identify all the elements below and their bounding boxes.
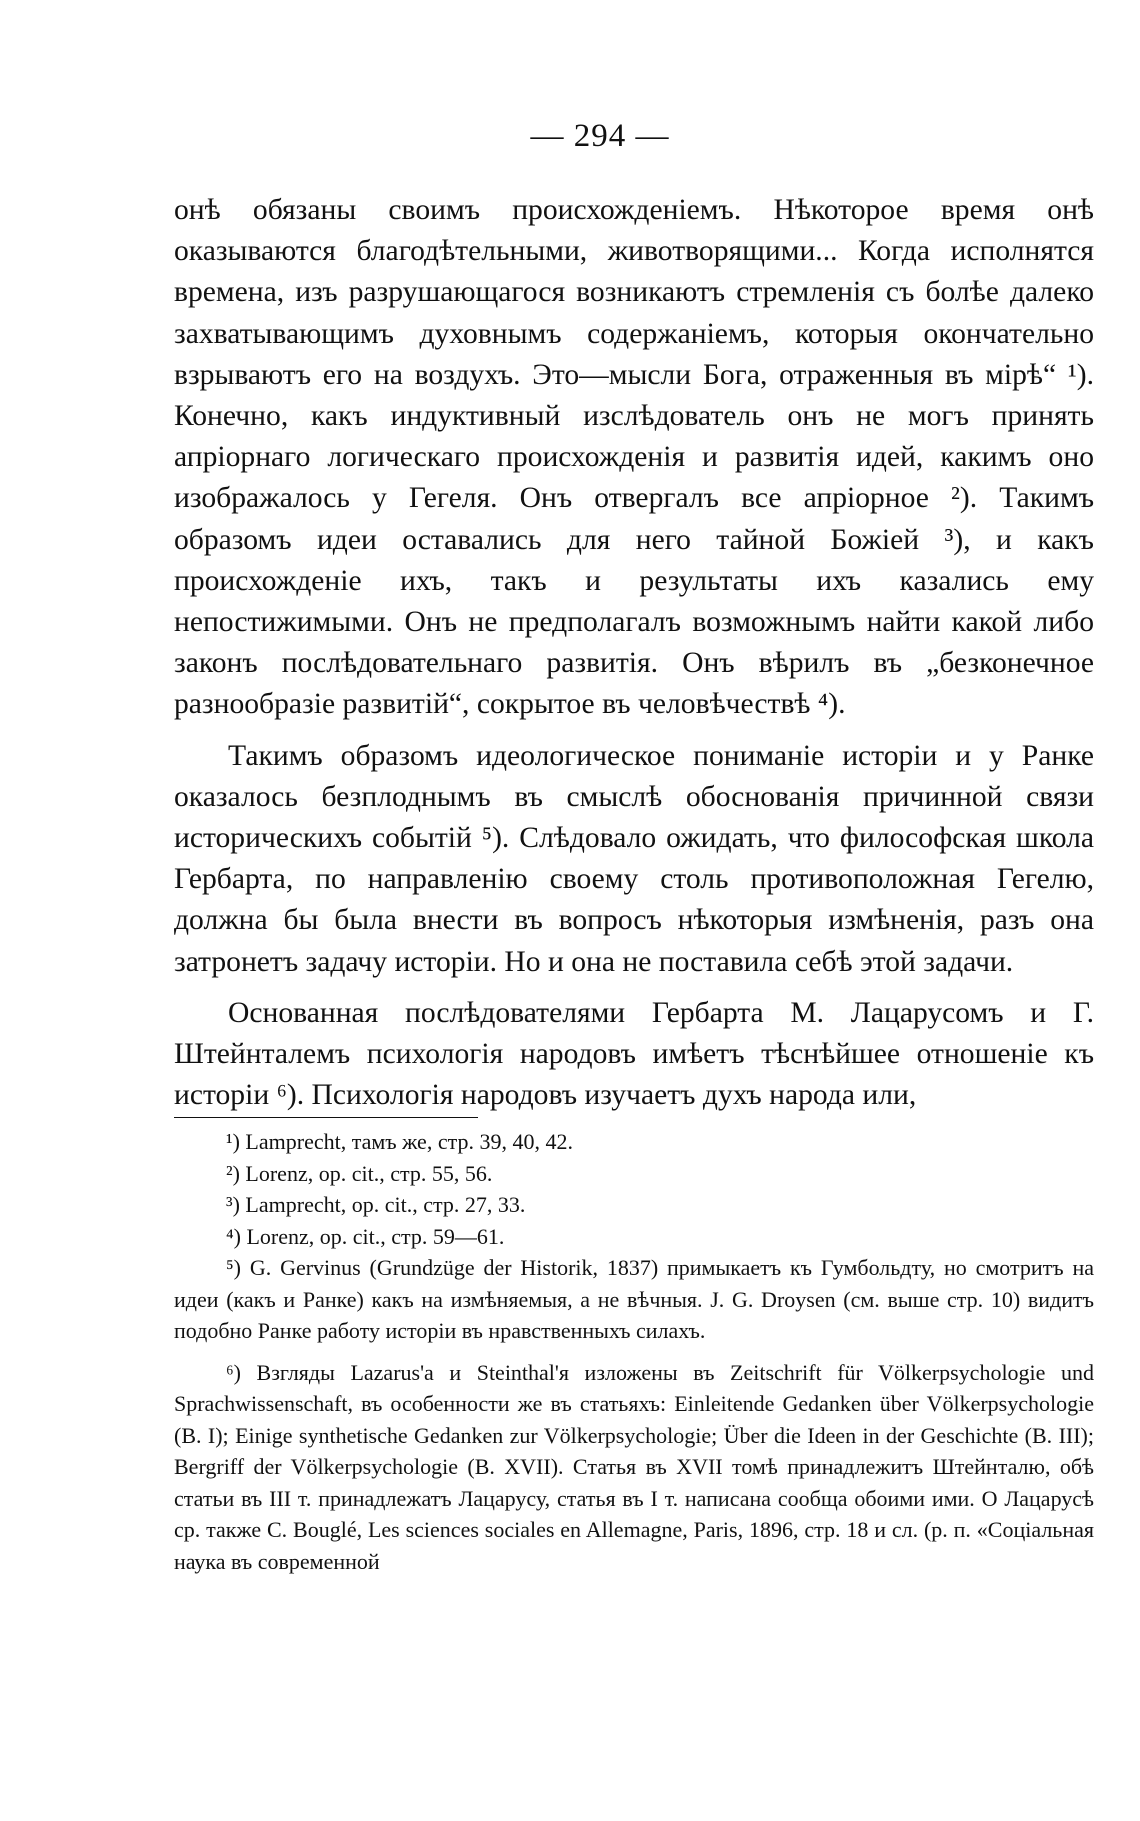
paragraph-1: онѣ обязаны своимъ происхожденіемъ. Нѣкоторое время онѣ оказываются благодѣтельными, животворящими... Когда исполнятся времена, изъ разрушающагося возникаютъ стремленія съ болѣе далеко захватывающимъ духовнымъ содержаніемъ, которыя окончательно взрываютъ его на воздухъ. Это—мысли Бога, отраженныя въ мірѣ“ ¹). Конечно, какъ индуктивный изслѣдователь онъ не могъ принять апріорнаго логическаго происхожденія и развитія идей, какимъ оно изображалось у Гегеля. Онъ отвергалъ все апріорное ²). Такимъ образомъ идеи оставались для него тайной Божіей ³), и какъ происхожденіе ихъ, такъ и результаты ихъ казались ему непостижимыми. Онъ не предполагалъ возможнымъ найти какой либо законъ послѣдовательнаго развитія. Онъ вѣрилъ въ „безконечное разнообразіе развитій“, сокрытое въ человѣчествѣ ⁴). xyxy=(174,194,1094,721)
paragraph-2: Такимъ образомъ идеологическое пониманіе исторіи и у Ранке оказалось безплоднымъ въ смыслѣ обоснованія причинной связи историческихъ событій ⁵). Слѣдовало ожидать, что философская школа Гербарта, по направленію своему столь противоположная Гегелю, должна бы была внести въ вопросъ нѣкоторыя измѣненія, разъ она затронетъ задачу исторіи. Но и она не поставила себѣ этой задачи. xyxy=(174,739,1094,978)
footnote-4: ⁴) Lorenz, op. cit., стр. 59—61. xyxy=(226,1223,505,1249)
footnote-separator xyxy=(174,1117,478,1118)
footnote-3: ³) Lamprecht, op. cit., стр. 27, 33. xyxy=(226,1192,526,1217)
paragraph-3: Основанная послѣдователями Гербарта М. Лацарусомъ и Г. Штейнталемъ психологія народовъ имѣетъ тѣснѣйшее отношеніе къ исторіи ⁶). Психологія народовъ изучаетъ духъ народа или, xyxy=(174,996,1094,1112)
footnote-2: ²) Lorenz, op. cit., стр. 55, 56. xyxy=(226,1160,493,1186)
footnotes xyxy=(174,1126,1094,1577)
footnote-5: ⁵) G. Gervinus (Grundzüge der Historik, 1837) примыкаетъ къ Гумбольдту, но смотритъ на идеи (какъ и Ранке) какъ на измѣняемыя, а не вѣчныя. J. G. Droysen (см. выше стр. 10) видитъ подобно Ранке работу исторіи въ нравственныхъ силахъ. xyxy=(174,1255,1094,1343)
page-number: — 294 — xyxy=(530,118,670,154)
footnote-6: ⁶) Взгляды Lazarus'а и Steinthal'я изложены въ Zeitschrift für Völkerpsychologie und Sprachwissenschaft, въ особенности же въ статьяхъ: Einleitende Gedanken über Völkerpsychologie (B. I); Einige synthetische Gedanken zur Völkerpsychologie; Über die Ideen in der Geschichte (B. III); Bergriff der Völkerpsychologie (B. XVII). Статья въ XVII томѣ принадлежитъ Штейнталю, обѣ статьи въ III т. принадлежатъ Лацарусу, статья въ I т. написана сообща обоими ими. О Лацарусѣ ср. также C. Bouglé, Les sciences sociales en Allemagne, Paris, 1896, стр. 18 и сл. (р. п. «Соціальная наука въ современной xyxy=(174,1359,1094,1574)
footnote-1: ¹) Lamprecht, тамъ же, стр. 39, 40, 42. xyxy=(226,1129,573,1154)
main-text xyxy=(174,190,1094,1116)
